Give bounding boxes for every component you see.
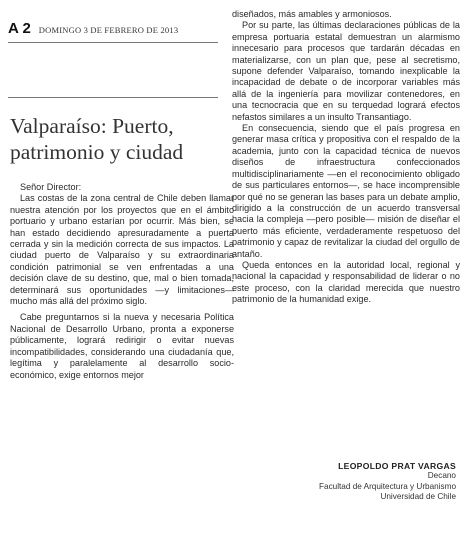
paragraph: Las costas de la zona central de Chile deben llamar nuestra atención por los proyectos que en el ámbito portuario y urbano estarían por ocurrir. Más bien, se han estado decidiendo apresuradamente a puerta cerrada y sin la medición correcta de sus impactos. La ciudad puerto de Valparaíso y su extraordinaria condición patrimonial se ven enfrentadas a una decisión clave de su destino, que, mal o bien tomada, determinará sus oportunidades —y limitaciones— mucho más allá del próximo siglo. xyxy=(10,193,234,307)
page-header xyxy=(8,20,218,37)
paragraph: Cabe preguntarnos si la nueva y necesaria Política Nacional de Desarrollo Urbano, pronta a exponerse públicamente, logrará redirigir o evitar nuevas incompatibilidades, considerando una ciudadanía que, legítima y paralelamente al desarrollo socio-económico, exige entornos mejor xyxy=(10,312,234,380)
article-title: Valparaíso: Puerto, patrimonio y ciudad xyxy=(10,114,184,164)
letter-signature xyxy=(236,461,456,503)
paragraph: Por su parte, las últimas declaraciones públicas de la empresa portuaria estatal demuestran un alarmismo innecesario para procesos que tardarán décadas en materializarse, con un plan que, pese al secretismo, supone defender Valparaíso, tomando inexplicable la incapacidad de debate o de incorporar variables más allá de la ingeniería para movilizar contenedores, en una tecnocracia que en su terquedad logrará efectos nefastos similares a un insulto Transantiago. xyxy=(232,20,460,122)
issue-date: DOMINGO 3 DE FEBRERO DE 2013 xyxy=(38,25,179,35)
header-rule xyxy=(8,42,218,43)
section-rule xyxy=(8,97,218,98)
signature-university: Universidad de Chile xyxy=(380,492,456,501)
paragraph: Queda entonces en la autoridad local, regional y nacional la capacidad y responsabilidad de liderar o no este proceso, con la claridad merecida que nuestro patrimonio de la humanidad exige. xyxy=(232,259,460,305)
paragraph: En consecuencia, siendo que el país progresa en generar masa crítica y propositiva con el respaldo de la academia, junto con la capacidad técnica de nuevos diseños de infraestructura confeccionados multidisciplinariamente —en el reconocimiento obligado de sus particulares entornos—, se hace incomprensible por qué no se generan las bases para un debate amplio, dirigido a la construcción de un acuerdo transversal hacia la compleja —pero posible— misión de diseñar el puerto más eficiente, verdaderamente respetuoso del patrimonio y capaz de revitalizar la ciudad del orgullo de antaño. xyxy=(232,123,461,259)
page-number: A 2 xyxy=(8,20,31,37)
article-column-left xyxy=(10,182,234,381)
letter-salutation: Señor Director: xyxy=(20,182,82,192)
paragraph-continuation: diseñados, más amables y armoniosos. xyxy=(232,9,392,19)
signature-role: Decano xyxy=(427,471,456,480)
article-column-right xyxy=(232,9,460,306)
signature-faculty: Facultad de Arquitectura y Urbanismo xyxy=(319,481,456,491)
signature-name: LEOPOLDO PRAT VARGAS xyxy=(338,461,456,471)
